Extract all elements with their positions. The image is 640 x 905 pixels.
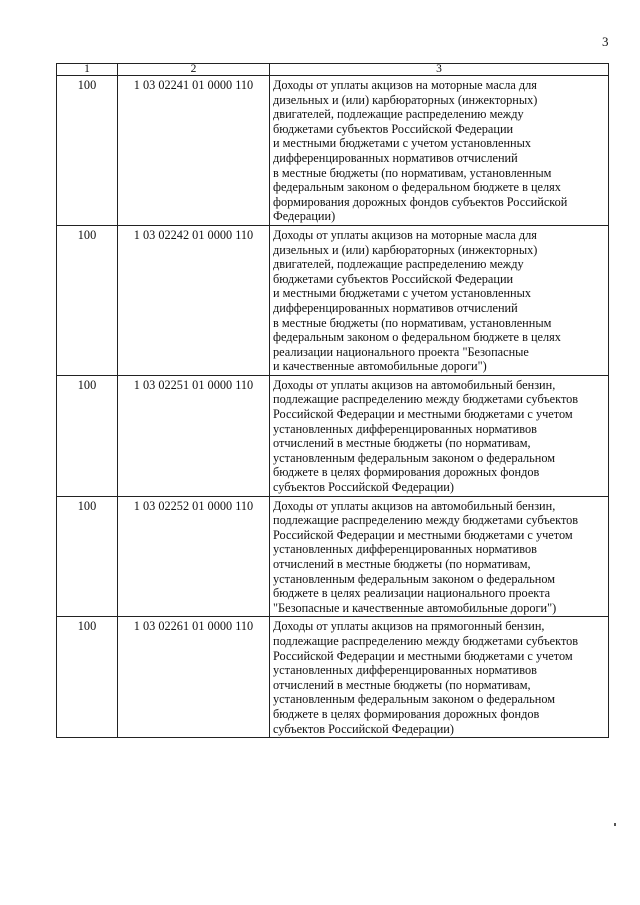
scan-speck <box>614 823 616 826</box>
budget-revenue-table <box>56 63 609 738</box>
admin-code-cell: 100 <box>57 225 118 375</box>
revenue-name-cell: Доходы от уплаты акцизов на моторные масла для дизельных и (или) карбюраторных (инжекторных) двигателей, подлежащие распределению между бюджетами субъектов Российской Федерации и местными бюджетами с учетом установленных дифференцированных нормативов отчислений в местные бюджеты (по нормативам, установленным федеральным законом о федеральном бюджете в целях формирования дорожных фондов субъектов Российской Федерации) <box>270 76 609 226</box>
column-header-code: 2 <box>118 64 270 76</box>
budget-code-cell: 1 03 02242 01 0000 110 <box>118 225 270 375</box>
budget-code-cell: 1 03 02251 01 0000 110 <box>118 375 270 496</box>
page-number: 3 <box>602 34 609 49</box>
budget-code-cell: 1 03 02261 01 0000 110 <box>118 617 270 738</box>
revenue-name-cell: Доходы от уплаты акцизов на прямогонный бензин, подлежащие распределению между бюджетами субъектов Российской Федерации и местными бюджетами с учетом установленных дифференцированных нормативов отчислений в местные бюджеты (по нормативам, установленным федеральным законом о федеральном бюджете в целях формирования дорожных фондов субъектов Российской Федерации) <box>270 617 609 738</box>
budget-code-cell: 1 03 02241 01 0000 110 <box>118 76 270 226</box>
revenue-name-cell: Доходы от уплаты акцизов на автомобильный бензин, подлежащие распределению между бюджетами субъектов Российской Федерации и местными бюджетами с учетом установленных дифференцированных нормативов отчислений в местные бюджеты (по нормативам, установленным федеральным законом о федеральном бюджете в целях реализации национального проекта "Безопасные и качественные автомобильные дороги") <box>270 496 609 617</box>
column-header-admin: 1 <box>57 64 118 76</box>
table-row <box>57 375 609 496</box>
table-row <box>57 496 609 617</box>
admin-code-cell: 100 <box>57 617 118 738</box>
admin-code-cell: 100 <box>57 496 118 617</box>
admin-code-cell: 100 <box>57 76 118 226</box>
table-row <box>57 225 609 375</box>
table-header-row <box>57 64 609 76</box>
column-header-name: 3 <box>270 64 609 76</box>
admin-code-cell: 100 <box>57 375 118 496</box>
table-row <box>57 76 609 226</box>
table-row <box>57 617 609 738</box>
budget-code-cell: 1 03 02252 01 0000 110 <box>118 496 270 617</box>
revenue-name-cell: Доходы от уплаты акцизов на моторные масла для дизельных и (или) карбюраторных (инжекторных) двигателей, подлежащие распределению между бюджетами субъектов Российской Федерации и местными бюджетами с учетом установленных дифференцированных нормативов отчислений в местные бюджеты (по нормативам, установленным федеральным законом о федеральном бюджете в целях реализации национального проекта "Безопасные и качественные автомобильные дороги") <box>270 225 609 375</box>
revenue-name-cell: Доходы от уплаты акцизов на автомобильный бензин, подлежащие распределению между бюджетами субъектов Российской Федерации и местными бюджетами с учетом установленных дифференцированных нормативов отчислений в местные бюджеты (по нормативам, установленным федеральным законом о федеральном бюджете в целях формирования дорожных фондов субъектов Российской Федерации) <box>270 375 609 496</box>
